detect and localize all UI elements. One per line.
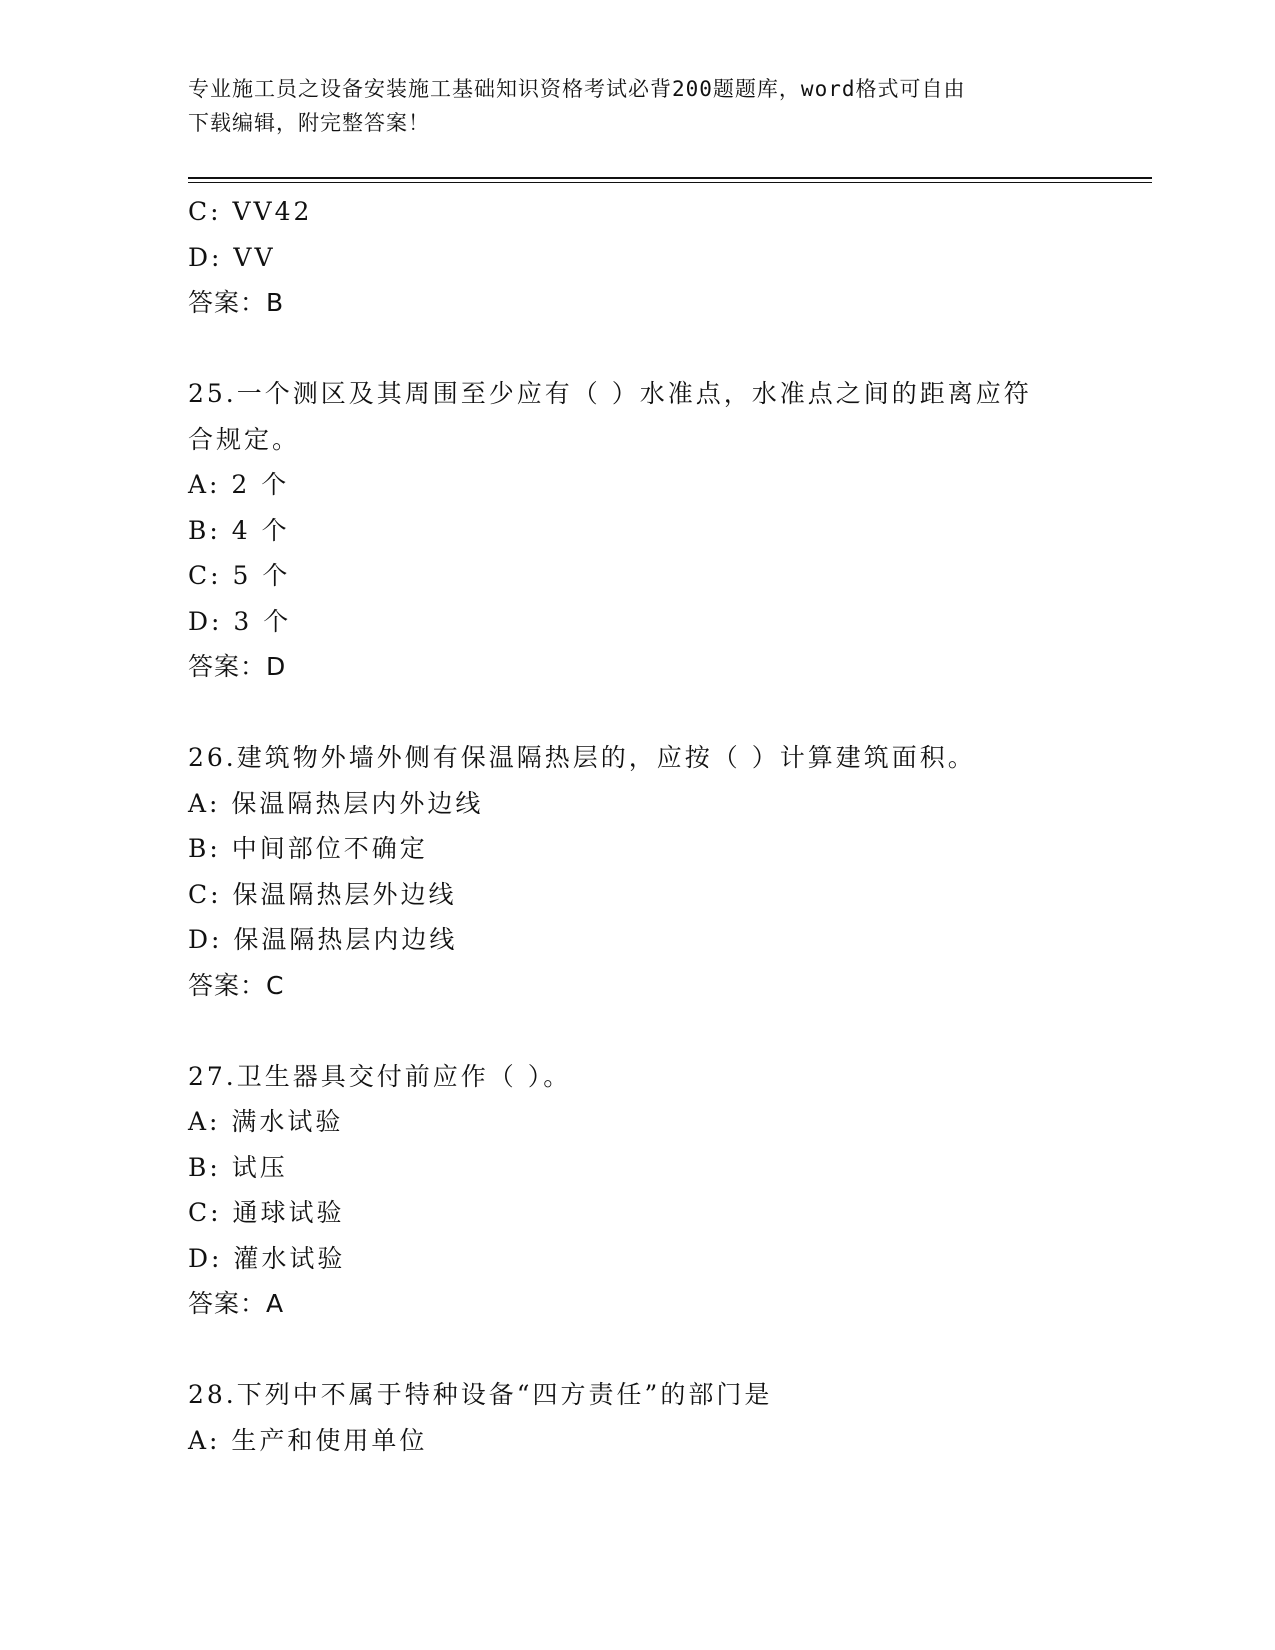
question-spacer: [188, 326, 1088, 372]
question-stem: 合规定。: [188, 424, 301, 454]
prev-question-continuation: [188, 189, 1088, 326]
option-line: C: 保温隔热层外边线: [188, 879, 457, 909]
option-line: A: 生产和使用单位: [188, 1425, 428, 1455]
option-line: B: 中间部位不确定: [188, 834, 428, 863]
option-line: B: 4 个: [188, 515, 290, 545]
question-stem: 25.一个测区及其周围至少应有（ ）水准点，水准点之间的距离应符: [188, 379, 1032, 408]
answer-line: 答案：C: [188, 970, 285, 1000]
answer-line: 答案：A: [188, 1289, 285, 1318]
header-divider-thin: [188, 182, 1152, 183]
option-line: C: 5 个: [188, 561, 291, 590]
question-spacer: [188, 1008, 1088, 1054]
question-28: [188, 1372, 1088, 1463]
question-27: [188, 1054, 1088, 1327]
question-list: [188, 189, 1088, 1463]
document-header: [188, 72, 1068, 140]
question-spacer: [188, 690, 1088, 736]
option-line: D: 3 个: [188, 606, 292, 636]
option-line: B: 试压: [188, 1152, 288, 1182]
answer-line: 答案：B: [188, 288, 285, 317]
answer-line: 答案：D: [188, 652, 287, 681]
header-divider-thick: [188, 177, 1152, 179]
option-line: A: 2 个: [188, 470, 290, 499]
question-26: [188, 735, 1088, 1008]
question-spacer: [188, 1327, 1088, 1373]
question-stem: 26.建筑物外墙外侧有保温隔热层的，应按（ ）计算建筑面积。: [188, 743, 976, 772]
header-line-2: 下载编辑，附完整答案！: [188, 111, 430, 135]
option-line: D: VV: [188, 242, 276, 272]
option-line: D: 灌水试验: [188, 1243, 346, 1273]
option-line: D: 保温隔热层内边线: [188, 925, 458, 954]
header-line-1: 专业施工员之设备安装施工基础知识资格考试必背200题题库，word格式可自由: [188, 77, 966, 101]
option-line: C: 通球试验: [188, 1198, 345, 1227]
question-stem: 27.卫生器具交付前应作（ ）。: [188, 1061, 572, 1091]
question-stem: 28.下列中不属于特种设备“四方责任”的部门是: [188, 1380, 773, 1409]
option-line: A: 满水试验: [188, 1107, 344, 1136]
option-line: A: 保温隔热层内外边线: [188, 788, 484, 818]
option-line: C: VV42: [188, 197, 313, 226]
question-25: [188, 371, 1088, 690]
